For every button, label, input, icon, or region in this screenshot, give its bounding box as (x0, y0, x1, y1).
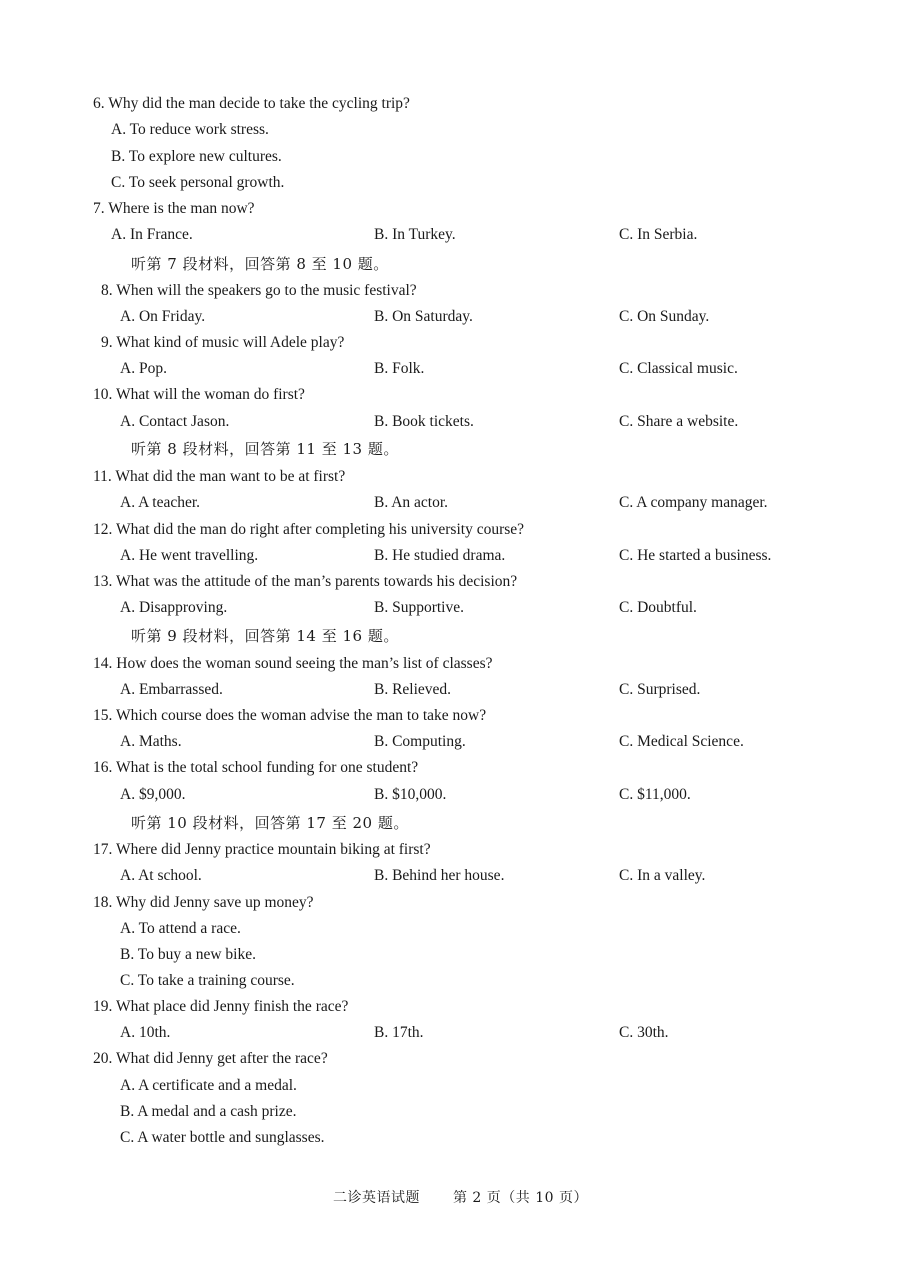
question-text: 18. Why did Jenny save up money? (93, 894, 314, 911)
answer-option-c: C. 30th. (619, 1024, 669, 1041)
question-text: 20. What did Jenny get after the race? (93, 1050, 328, 1067)
answer-option-a: A. Pop. (120, 360, 167, 377)
answer-option: C. To take a training course. (120, 972, 295, 989)
answer-option-a: A. On Friday. (120, 308, 206, 325)
answer-option-a: A. 10th. (120, 1024, 171, 1041)
answer-option: B. To buy a new bike. (120, 946, 256, 963)
question-text: 17. Where did Jenny practice mountain biking at first? (93, 841, 431, 858)
answer-option-c: C. A company manager. (619, 494, 768, 511)
answer-option-c: C. Doubtful. (619, 599, 697, 616)
answer-option-b: B. Computing. (374, 733, 466, 750)
footer-page-info: 第 2 页（共 10 页） (452, 1190, 588, 1206)
answer-option: B. To explore new cultures. (111, 148, 282, 165)
footer-exam-title: 二诊英语试题 (333, 1190, 420, 1206)
answer-option: C. A water bottle and sunglasses. (120, 1129, 325, 1146)
answer-option-c: C. He started a business. (619, 547, 772, 564)
answer-option-c: C. On Sunday. (619, 308, 710, 325)
question-text: 10. What will the woman do first? (93, 386, 305, 403)
answer-option-b: B. He studied drama. (374, 547, 506, 564)
question-text: 9. What kind of music will Adele play? (101, 334, 345, 351)
answer-option-c: C. Medical Science. (619, 733, 744, 750)
section-instruction: 听第 8 段材料，回答第 11 至 13 题。 (131, 440, 399, 458)
answer-option-c: C. $11,000. (619, 786, 691, 803)
answer-option-c: C. Share a website. (619, 413, 739, 430)
section-instruction: 听第 10 段材料，回答第 17 至 20 题。 (131, 814, 409, 832)
answer-option: C. To seek personal growth. (111, 174, 285, 191)
answer-option-b: B. Relieved. (374, 681, 452, 698)
answer-option-a: A. In France. (111, 226, 193, 243)
answer-option-b: B. Book tickets. (374, 413, 474, 430)
answer-option-b: B. 17th. (374, 1024, 424, 1041)
answer-option-b: B. In Turkey. (374, 226, 456, 243)
answer-option-a: A. Maths. (120, 733, 182, 750)
section-instruction: 听第 7 段材料，回答第 8 至 10 题。 (131, 255, 389, 273)
answer-option-a: A. He went travelling. (120, 547, 259, 564)
answer-option: A. A certificate and a medal. (120, 1077, 297, 1094)
question-text: 14. How does the woman sound seeing the man’s list of classes? (93, 655, 493, 672)
question-text: 16. What is the total school funding for one student? (93, 759, 419, 776)
answer-option-c: C. In Serbia. (619, 226, 698, 243)
answer-option: A. To attend a race. (120, 920, 241, 937)
answer-option: A. To reduce work stress. (111, 121, 269, 138)
answer-option-a: A. Contact Jason. (120, 413, 230, 430)
question-text: 8. When will the speakers go to the music festival? (101, 282, 417, 299)
question-text: 6. Why did the man decide to take the cycling trip? (93, 95, 410, 112)
question-text: 12. What did the man do right after completing his university course? (93, 521, 525, 538)
answer-option-a: A. $9,000. (120, 786, 186, 803)
answer-option-b: B. On Saturday. (374, 308, 473, 325)
answer-option-a: A. At school. (120, 867, 202, 884)
answer-option-b: B. Folk. (374, 360, 425, 377)
question-text: 7. Where is the man now? (93, 200, 255, 217)
page-footer (0, 1187, 921, 1207)
answer-option-b: B. An actor. (374, 494, 449, 511)
answer-option-c: C. Classical music. (619, 360, 738, 377)
answer-option-b: B. $10,000. (374, 786, 447, 803)
question-text: 13. What was the attitude of the man’s parents towards his decision? (93, 573, 518, 590)
answer-option: B. A medal and a cash prize. (120, 1103, 297, 1120)
answer-option-b: B. Behind her house. (374, 867, 505, 884)
answer-option-a: A. A teacher. (120, 494, 201, 511)
answer-option-a: A. Embarrassed. (120, 681, 223, 698)
question-text: 15. Which course does the woman advise the man to take now? (93, 707, 487, 724)
question-text: 11. What did the man want to be at first? (93, 468, 346, 485)
question-text: 19. What place did Jenny finish the race? (93, 998, 349, 1015)
answer-option-c: C. Surprised. (619, 681, 701, 698)
answer-option-b: B. Supportive. (374, 599, 464, 616)
section-instruction: 听第 9 段材料，回答第 14 至 16 题。 (131, 627, 399, 645)
answer-option-a: A. Disapproving. (120, 599, 228, 616)
answer-option-c: C. In a valley. (619, 867, 706, 884)
